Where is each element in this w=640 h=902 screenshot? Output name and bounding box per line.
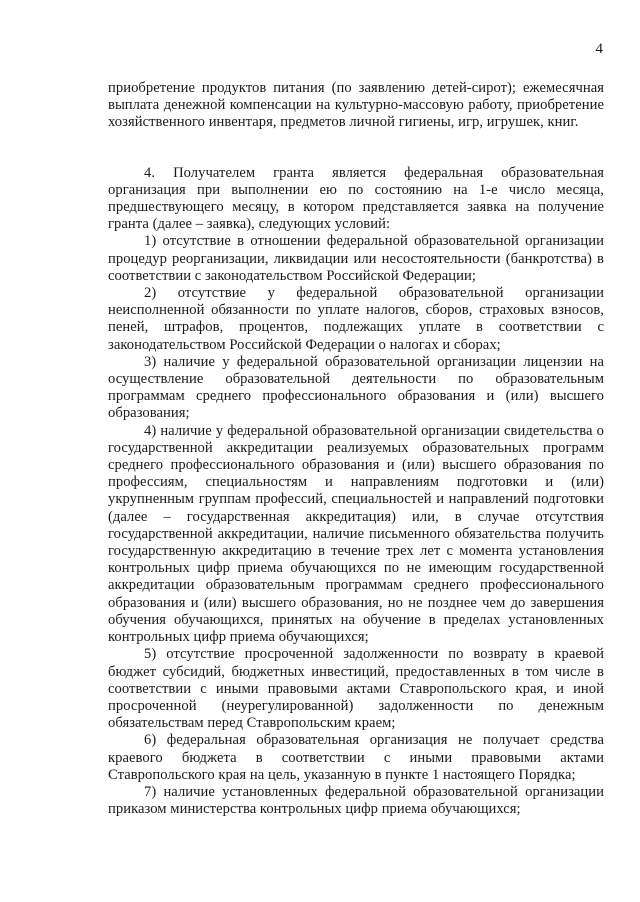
paragraph-condition-5: 5) отсутствие просроченной задолженности по возврату в краевой бюджет субсидий, бюджетных инвестиций, предоставленных в том числе в соответствии с иными правовыми актами Ставропольского края, и иной просроченной (неурегулированной) задолженности по денежным обязательствам перед Ставропольским краем; xyxy=(108,646,604,732)
paragraph-condition-2: 2) отсутствие у федеральной образовательной организации неисполненной обязанности по уплате налогов, сборов, страховых взносов, пеней, штрафов, процентов, подлежащих уплате в соответствии с законодательством Российской Федерации о налогах и сборах; xyxy=(108,285,604,353)
paragraph-condition-4: 4) наличие у федеральной образовательной организации свидетельства о государственной аккредитации реализуемых образовательных программ среднего профессионального образования и (или) высшего образования по профессиям, специальностям и направлениям подготовки и (или) укрупненным группам профессий, специальностей и направлений подготовки (далее – государственная аккредитация) или, в случае отсутствия государственной аккредитации, наличие письменного обязательства получить государственную аккредитацию в течение трех лет с момента установления контрольных цифр приема обучающихся по не имеющим государственной аккредитации образовательным программам среднего профессионального образования и (или) высшего образования, но не позднее чем до завершения обучения обучающихся, принятых на обучение в пределах установленных контрольных цифр приема обучающихся; xyxy=(108,422,604,646)
paragraph-condition-1: 1) отсутствие в отношении федеральной образовательной организации процедур реорганизации, ликвидации или несостоятельности (банкротства) в соответствии с законодательством Российской Федерации; xyxy=(108,233,604,284)
paragraph-item-4: 4. Получателем гранта является федеральная образовательная организация при выполнении ею по состоянию на 1-е число месяца, предшествующего месяцу, в котором представляется заявка на получение гранта (далее – заявка), следующих условий: xyxy=(108,164,604,233)
paragraph-condition-3: 3) наличие у федеральной образовательной организации лицензии на осуществление образовательной деятельности по образовательным программам среднего профессионального образования и (или) высшего образования; xyxy=(108,353,604,422)
paragraph-condition-6: 6) федеральная образовательная организация не получает средства краевого бюджета в соответствии с иными правовыми актами Ставропольского края на цель, указанную в пункте 1 настоящего Порядка; xyxy=(108,732,604,783)
paragraph-condition-7: 7) наличие установленных федеральной образовательной организации приказом министерства контрольных цифр приема обучающихся; xyxy=(108,783,604,818)
document-body xyxy=(108,80,604,818)
page-number: 4 xyxy=(595,41,603,57)
paragraph-continuation: приобретение продуктов питания (по заявлению детей-сирот); ежемесячная выплата денежной компенсации на культурно-массовую работу, приобретение хозяйственного инвентаря, предметов личной гигиены, игр, игрушек, книг. xyxy=(108,80,604,131)
